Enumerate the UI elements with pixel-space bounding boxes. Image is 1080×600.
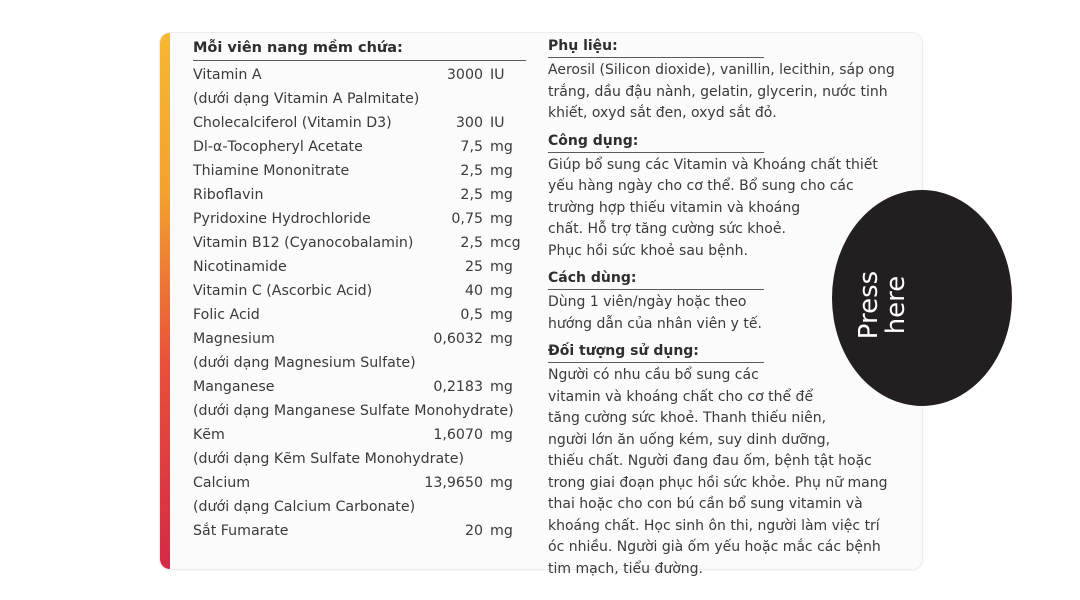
ingredient-unit: mg [490,163,513,179]
ingredient-name: (dưới dạng Magnesium Sulfate) [193,355,416,371]
ingredient-unit: mg [490,523,513,539]
ingredient-row [193,327,528,351]
section-divider [548,152,764,153]
ingredient-name: Vitamin A [193,67,262,83]
ingredient-name: Calcium [193,475,251,491]
press-here-label[interactable] [856,235,910,375]
ingredient-name: (dưới dạng Calcium Carbonate) [193,499,416,515]
section-text-line: khiết, oxyd sắt đen, oxyd sắt đỏ. [548,105,777,121]
ingredient-row [193,255,528,279]
section-text-line: trường hợp thiếu vitamin và khoáng [548,199,801,216]
ingredient-amount: 25 [464,259,483,275]
ingredient-row [193,63,528,87]
ingredient-unit: mg [490,211,513,227]
ingredient-unit: mg [490,475,513,491]
ingredient-amount: 7,5 [460,139,483,155]
ingredient-row [193,159,528,183]
ingredient-name: Vitamin C (Ascorbic Acid) [193,283,373,299]
ingredient-unit: IU [490,115,505,131]
section-text-line: Giúp bổ sung các Vitamin và Khoáng chất thiết [548,156,878,173]
ingredient-name: Riboflavin [193,187,264,203]
ingredient-row [193,303,528,327]
section-text-line: tăng cường sức khoẻ. Thanh thiếu niên, [548,410,827,426]
ingredient-unit: mg [490,259,513,275]
section-title: Đối tượng sử dụng: [548,343,699,359]
section-text-line: Dùng 1 viên/ngày hoặc theo [548,294,747,310]
ingredient-amount: 0,75 [451,211,483,227]
section-title: Cách dùng: [548,270,637,286]
section-text-line: Phục hồi sức khoẻ sau bệnh. [548,242,748,259]
ingredient-unit: mg [490,427,513,443]
ingredient-unit: mg [490,307,513,323]
ingredient-unit: mg [490,187,513,203]
ingredient-name: Manganese [193,379,275,395]
ingredient-row [193,111,528,135]
ingredient-amount: 0,2183 [433,379,483,395]
ingredient-row [193,471,528,495]
ingredient-name: (dưới dạng Manganese Sulfate Monohydrate) [193,403,514,419]
ingredient-amount: 1,6070 [433,427,483,443]
ingredient-name: Dl-α-Tocopheryl Acetate [193,139,363,155]
ingredient-name: Magnesium [193,331,275,347]
ingredient-amount: 40 [464,283,483,299]
section-text-line: yếu hàng ngày cho cơ thể. Bổ sung cho các [548,178,854,194]
info-section [548,341,893,580]
section-text-line: hướng dẫn của nhân viên y tế. [548,315,762,332]
ingredient-name: Vitamin B12 (Cyanocobalamin) [193,235,414,251]
section-text-line: người lớn ăn uống kém, suy dinh dưỡng, [548,431,831,448]
ingredient-row [193,399,528,423]
ingredient-row [193,207,528,231]
ingredient-amount: 3000 [446,67,483,83]
ingredient-name: (dưới dạng Kẽm Sulfate Monohydrate) [193,451,465,467]
ingredient-amount: 0,6032 [433,331,483,347]
section-text-line: trong giai đoạn phục hồi sức khỏe. Phụ nữ mang [548,474,888,491]
ingredient-name: Sắt Fumarate [193,523,289,539]
ingredient-amount: 20 [464,523,483,539]
section-divider [548,289,764,290]
ingredient-unit: IU [490,67,505,83]
ingredient-amount: 2,5 [460,163,483,179]
ingredient-row [193,495,528,519]
ingredient-name: (dưới dạng Vitamin A Palmitate) [193,91,420,107]
ingredient-unit: mcg [490,235,521,251]
ingredient-amount: 300 [455,115,483,131]
ingredient-unit: mg [490,331,513,347]
section-text-line: chất. Hỗ trợ tăng cường sức khoẻ. [548,221,786,237]
ingredient-amount: 13,9650 [424,475,483,491]
ingredient-name: Nicotinamide [193,259,287,275]
info-section [548,131,893,263]
ingredient-unit: mg [490,379,513,395]
ingredient-amount: 0,5 [460,307,483,323]
section-text-line: khoáng chất. Học sinh ôn thi, người làm việc trí [548,517,880,534]
ingredient-row [193,135,528,159]
press-label-line1: Press [854,270,884,340]
section-text-line: trắng, dầu đậu nành, gelatin, glycerin, nước tinh [548,83,888,100]
section-divider [548,362,764,363]
ingredient-name: Pyridoxine Hydrochloride [193,211,371,227]
section-text-line: Aerosil (Silicon dioxide), vanillin, lecithin, sáp ong [548,62,895,78]
section-text-line: tim mạch, tiểu đường. [548,560,704,577]
ingredients-divider [193,60,526,61]
section-text-line: Người có nhu cầu bổ sung các [548,367,759,383]
section-title: Phụ liệu: [548,38,618,54]
ingredient-name: Thiamine Mononitrate [193,163,350,179]
ingredient-row [193,351,528,375]
press-label-line2: here [881,275,911,335]
section-text-line: thiếu chất. Người đang đau ốm, bệnh tật hoặc [548,453,872,469]
ingredient-row [193,231,528,255]
section-text-line: thai hoặc cho con bú cần bổ sung vitamin và [548,496,863,512]
info-section [548,36,893,125]
ingredient-row [193,447,528,471]
ingredient-row [193,423,528,447]
ingredient-row [193,279,528,303]
ingredient-name: Kẽm [193,427,225,443]
ingredients-list [193,63,528,543]
ingredient-name: Cholecalciferol (Vitamin D3) [193,115,392,131]
ingredient-row [193,87,528,111]
ingredient-row [193,183,528,207]
ingredient-unit: mg [490,139,513,155]
section-text-line: óc nhiều. Người già ốm yếu hoặc mắc các bệnh [548,539,881,555]
section-divider [548,57,764,58]
ingredient-amount: 2,5 [460,187,483,203]
section-text-line: vitamin và khoáng chất cho cơ thể để [548,388,814,405]
ingredient-row [193,519,528,543]
ingredients-title: Mỗi viên nang mềm chứa: [193,40,403,56]
ingredient-amount: 2,5 [460,235,483,251]
ingredient-row [193,375,528,399]
ingredient-name: Folic Acid [193,307,260,323]
ingredient-unit: mg [490,283,513,299]
section-title: Công dụng: [548,132,639,149]
ingredients-column [193,37,528,543]
package-edge-stripe [160,33,170,569]
